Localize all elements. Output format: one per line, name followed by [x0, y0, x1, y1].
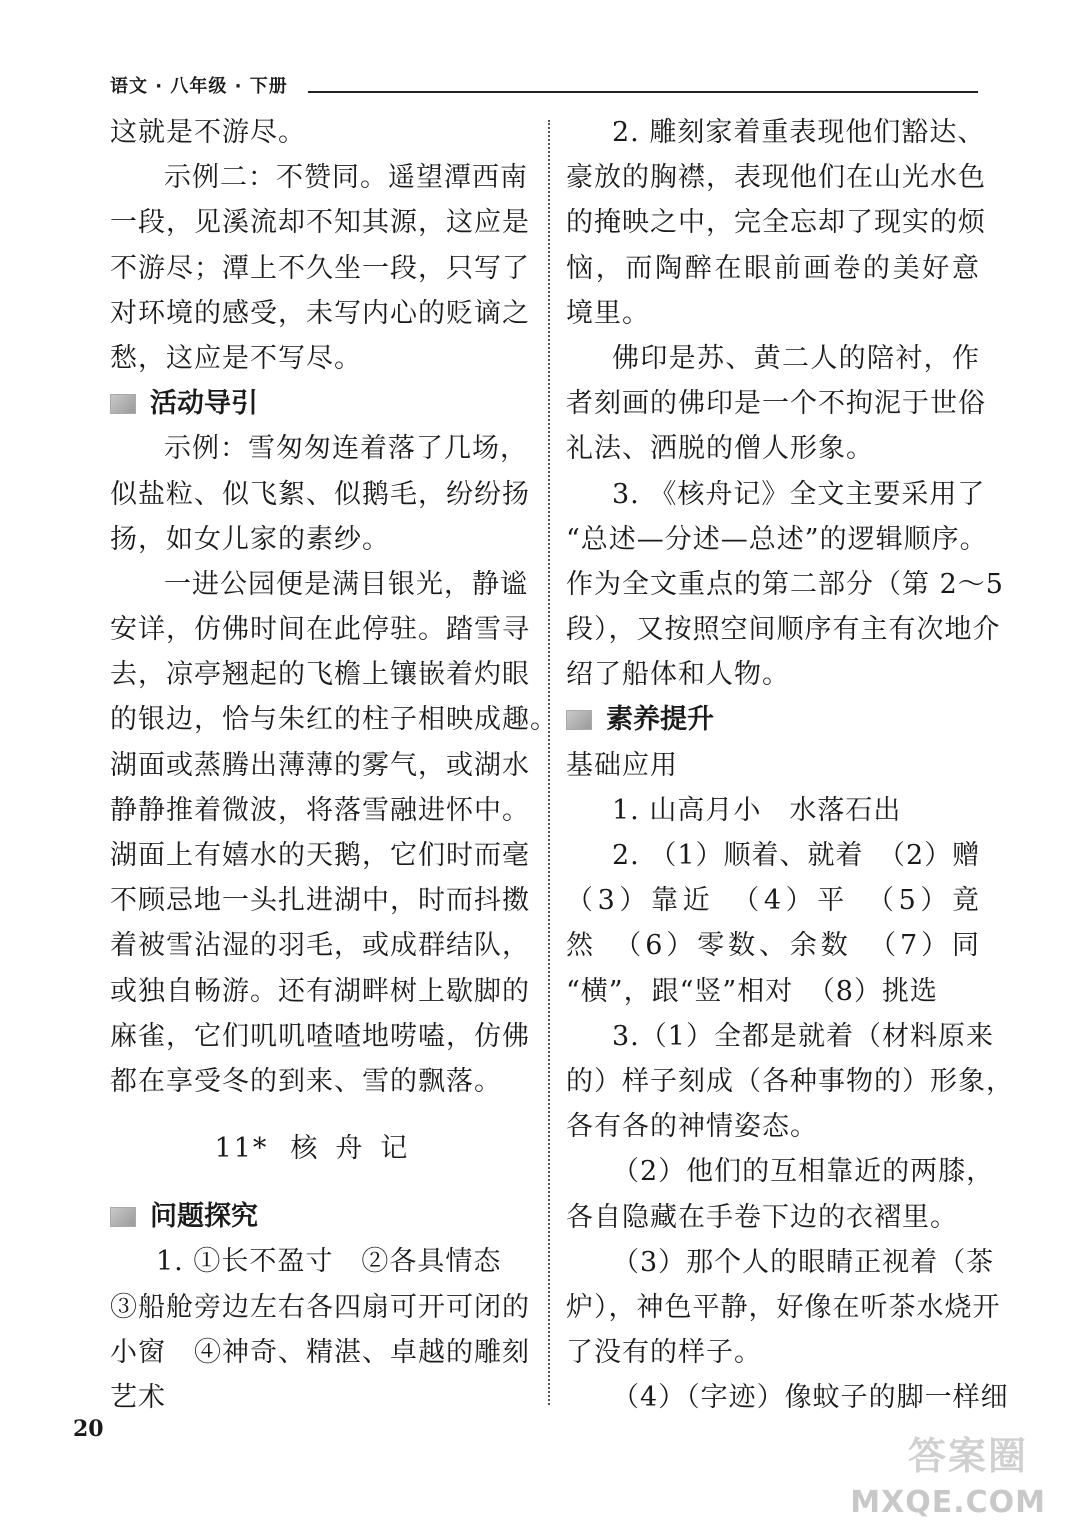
text-line: 各有各的神情姿态。 [566, 1111, 818, 1143]
text-line: “横”，跟“竖”相对 （8）挑选 [566, 975, 938, 1007]
text-line: 一进公园便是满目银光，静谧 [164, 568, 528, 600]
text-line: 都在享受冬的到来、雪的飘落。 [110, 1065, 502, 1097]
text-line: 然 （6）零数、余数 （7）同 [566, 930, 980, 962]
header-rule [308, 91, 978, 93]
text-line: 豪放的胸襟，表现他们在山光水色 [566, 162, 986, 194]
text-line: 静静推着微波，将落雪融进怀中。 [110, 794, 530, 826]
left-column [110, 110, 558, 1420]
text-line: （2）他们的互相靠近的两膝， [612, 1156, 995, 1188]
text-line: （3）那个人的眼睛正视着（茶 [612, 1246, 995, 1278]
text-line: 小窗 ④神奇、精湛、卓越的雕刻 [110, 1336, 530, 1368]
section-marker-icon [566, 710, 592, 730]
text-line: 的银边，恰与朱红的柱子相映成趣。 [110, 704, 558, 736]
section-heading-literacy [566, 697, 980, 742]
page-header [110, 72, 978, 102]
text-line: 礼法、洒脱的僧人形象。 [566, 433, 874, 465]
section-marker-icon [110, 1207, 136, 1227]
text-line: 了没有的样子。 [566, 1337, 762, 1369]
right-column [566, 110, 1014, 1420]
text-line: 这就是不游尽。 [110, 117, 306, 148]
text-line: 艺术 [110, 1381, 166, 1413]
text-line: 示例：雪匆匆连着落了几场， [164, 433, 528, 465]
text-line: 恼，而陶醉在眼前画卷的美好意 [566, 252, 980, 284]
section-title: 问题探究 [150, 1201, 258, 1233]
watermark-text: 答案圈 [907, 1434, 1028, 1478]
text-line: 的）样子刻成（各种事物的）形象， [566, 1065, 1014, 1097]
text-line: 对环境的感受，未写内心的贬谪之 [110, 297, 530, 329]
text-line: 者刻画的佛印是一个不拘泥于世俗 [566, 388, 986, 420]
section-title: 活动导引 [150, 388, 258, 420]
text-line: 境里。 [566, 297, 650, 329]
text-line: 炉），神色平静，好像在听茶水烧开 [566, 1291, 1001, 1323]
text-line: 佛印是苏、黄二人的陪衬，作 [612, 342, 980, 374]
text-line: 3.（1）全都是就着（材料原来 [612, 1020, 994, 1052]
text-line: 1. 山高月小 水落石出 [612, 794, 902, 826]
watermark-url: MXQE.COM [850, 1485, 1046, 1520]
text-line: 或独自畅游。还有湖畔树上歇脚的 [110, 975, 530, 1007]
text-line: 段），又按照空间顺序有主有次地介 [566, 614, 1001, 646]
text-line: 麻雀，它们叽叽喳喳地唠嗑，仿佛 [110, 1020, 530, 1052]
text-line: 1. ①长不盈寸 ②各具情态 [156, 1246, 502, 1278]
text-line: 似盐粒、似飞絮、似鹅毛，纷纷扬 [110, 478, 530, 510]
text-line: （4）（字迹）像蚊子的脚一样细 [612, 1382, 1009, 1414]
text-line: 绍了船体和人物。 [566, 659, 790, 691]
lesson-number: 11* [214, 1133, 269, 1165]
text-line: 示例二：不赞同。遥望潭西南 [164, 162, 528, 194]
lesson-name: 核舟记 [290, 1133, 426, 1165]
section-heading-activity [110, 381, 530, 426]
text-line: （3）靠近 （4）平 （5）竟 [566, 885, 980, 917]
text-line: 3. 《核舟记》全文主要采用了 [612, 478, 986, 510]
text-line: ③船舱旁边左右各四扇可开可闭的 [110, 1291, 530, 1323]
text-line: 2. 雕刻家着重表现他们豁达、 [612, 117, 986, 148]
text-line: 着被雪沾湿的羽毛，或成群结队， [110, 930, 530, 962]
subsection-label: 基础应用 [566, 749, 678, 781]
header-title: 语文 · 八年级 · 下册 [110, 76, 288, 97]
text-line: 不顾忌地一头扎进湖中，时而抖擞 [110, 885, 530, 917]
column-divider [548, 120, 550, 1405]
text-line: 作为全文重点的第二部分（第 2～5 [566, 568, 1004, 600]
text-line: 去，凉亭翘起的飞檐上镶嵌着灼眼 [110, 659, 530, 691]
page-number: 20 [73, 1416, 104, 1442]
text-line: 2. （1）顺着、就着 （2）赠 [612, 840, 981, 871]
text-line: 各自隐藏在手卷下边的衣褶里。 [566, 1201, 958, 1233]
text-line: 湖面上有嬉水的天鹅，它们时而毫 [110, 840, 530, 871]
text-line: 扬，如女儿家的素纱。 [110, 523, 390, 555]
text-line: 的掩映之中，完全忘却了现实的烦 [566, 207, 986, 239]
text-line: “总述—分述—总述”的逻辑顺序。 [566, 523, 988, 555]
section-title: 素养提升 [606, 704, 714, 736]
text-line: 湖面或蒸腾出薄薄的雾气，或湖水 [110, 749, 530, 781]
text-line: 不游尽；潭上不久坐一段，只写了 [110, 252, 530, 284]
lesson-title [110, 1104, 530, 1194]
text-line: 安详，仿佛时间在此停驻。踏雪寻 [110, 614, 530, 646]
watermark-logo [850, 1434, 1058, 1528]
text-line: 愁，这应是不写尽。 [110, 342, 362, 374]
section-marker-icon [110, 394, 136, 414]
text-line: 一段，见溪流却不知其源，这应是 [110, 207, 530, 239]
section-heading-inquiry [110, 1194, 530, 1239]
